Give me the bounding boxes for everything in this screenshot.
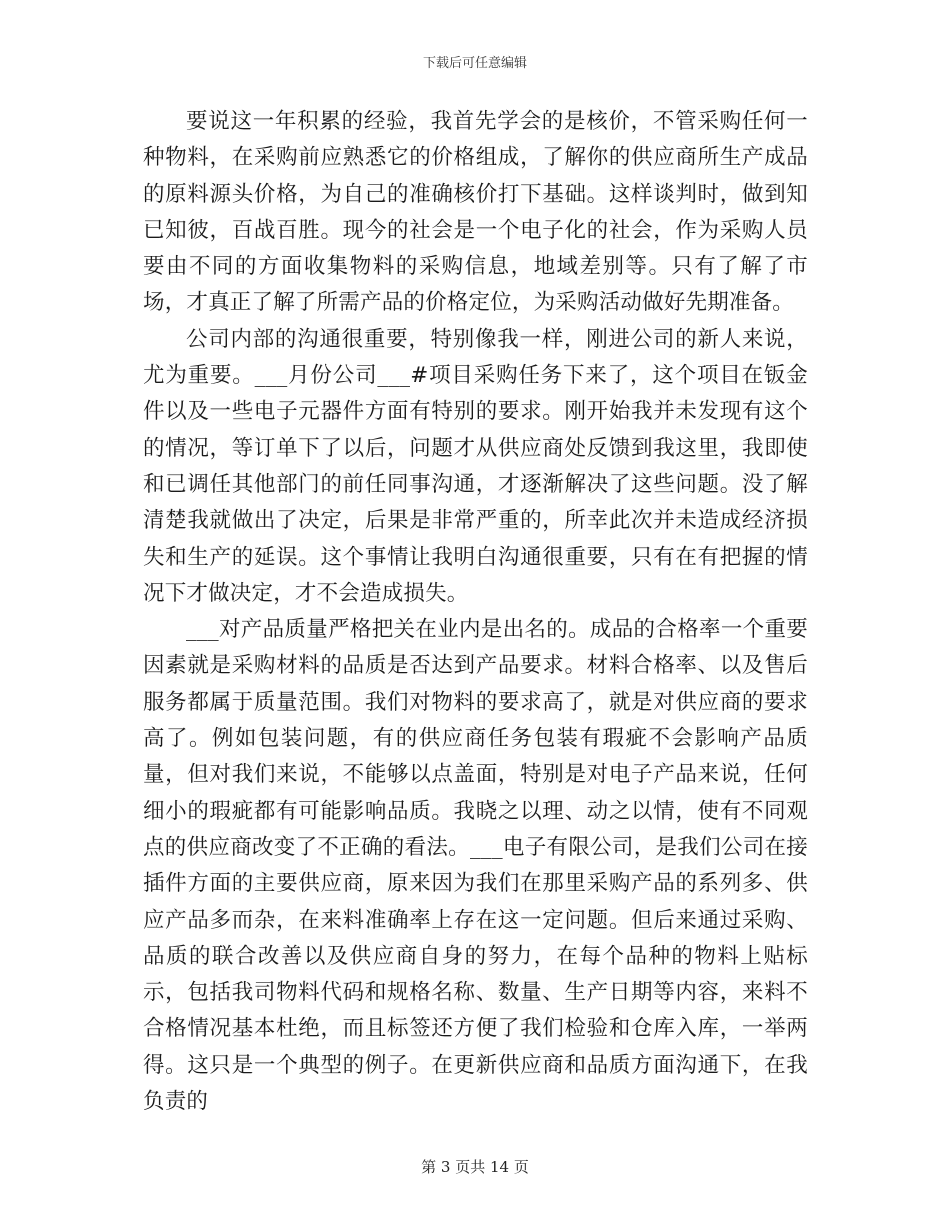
- document-body: [143, 104, 808, 1120]
- paragraph-2: 公司内部的沟通很重要，特别像我一样，刚进公司的新人来说，尤为重要。___月份公司___#项目采购任务下来了，这个项目在钣金件以及一些电子元器件方面有特别的要求。刚开始我并未发现有这个的情况，等订单下了以后，问题才从供应商处反馈到我这里，我即使和已调任其他部门的前任同事沟通，才逐渐解决了这些问题。没了解清楚我就做出了决定，后果是非常严重的，所幸此次并未造成经济损失和生产的延误。这个事情让我明白沟通很重要，只有在有把握的情况下才做决定，才不会造成损失。: [143, 326, 808, 606]
- page-footer: 第 3 页共 14 页: [421, 1158, 529, 1176]
- paragraph-3: ___对产品质量严格把关在业内是出名的。成品的合格率一个重要因素就是采购材料的品质是否达到产品要求。材料合格率、以及售后服务都属于质量范围。我们对物料的要求高了，就是对供应商的要求高了。例如包装问题，有的供应商任务包装有瑕疵不会影响产品质量，但对我们来说，不能够以点盖面，特别是对电子产品来说，任何细小的瑕疵都有可能影响品质。我晓之以理、动之以情，使有不同观点的供应商改变了不正确的看法。___电子有限公司，是我们公司在接插件方面的主要供应商，原来因为我们在那里采购产品的系列多、供应产品多而杂，在来料准确率上存在这一定问题。但后来通过采购、品质的联合改善以及供应商自身的努力，在每个品种的物料上贴标示，包括我司物料代码和规格名称、数量、生产日期等内容，来料不合格情况基本杜绝，而且标签还方便了我们检验和仓库入库，一举两得。这只是一个典型的例子。在更新供应商和品质方面沟通下，在我负责的: [143, 617, 808, 1115]
- paragraph-1: 要说这一年积累的经验，我首先学会的是核价，不管采购任何一种物料，在采购前应熟悉它的价格组成，了解你的供应商所生产成品的原料源头价格，为自己的准确核价打下基础。这样谈判时，做到知已知彼，百战百胜。现今的社会是一个电子化的社会，作为采购人员要由不同的方面收集物料的采购信息，地域差别等。只有了解了市场，才真正了解了所需产品的价格定位，为采购活动做好先期准备。: [143, 109, 808, 316]
- page-header: 下载后可任意编辑: [422, 56, 527, 71]
